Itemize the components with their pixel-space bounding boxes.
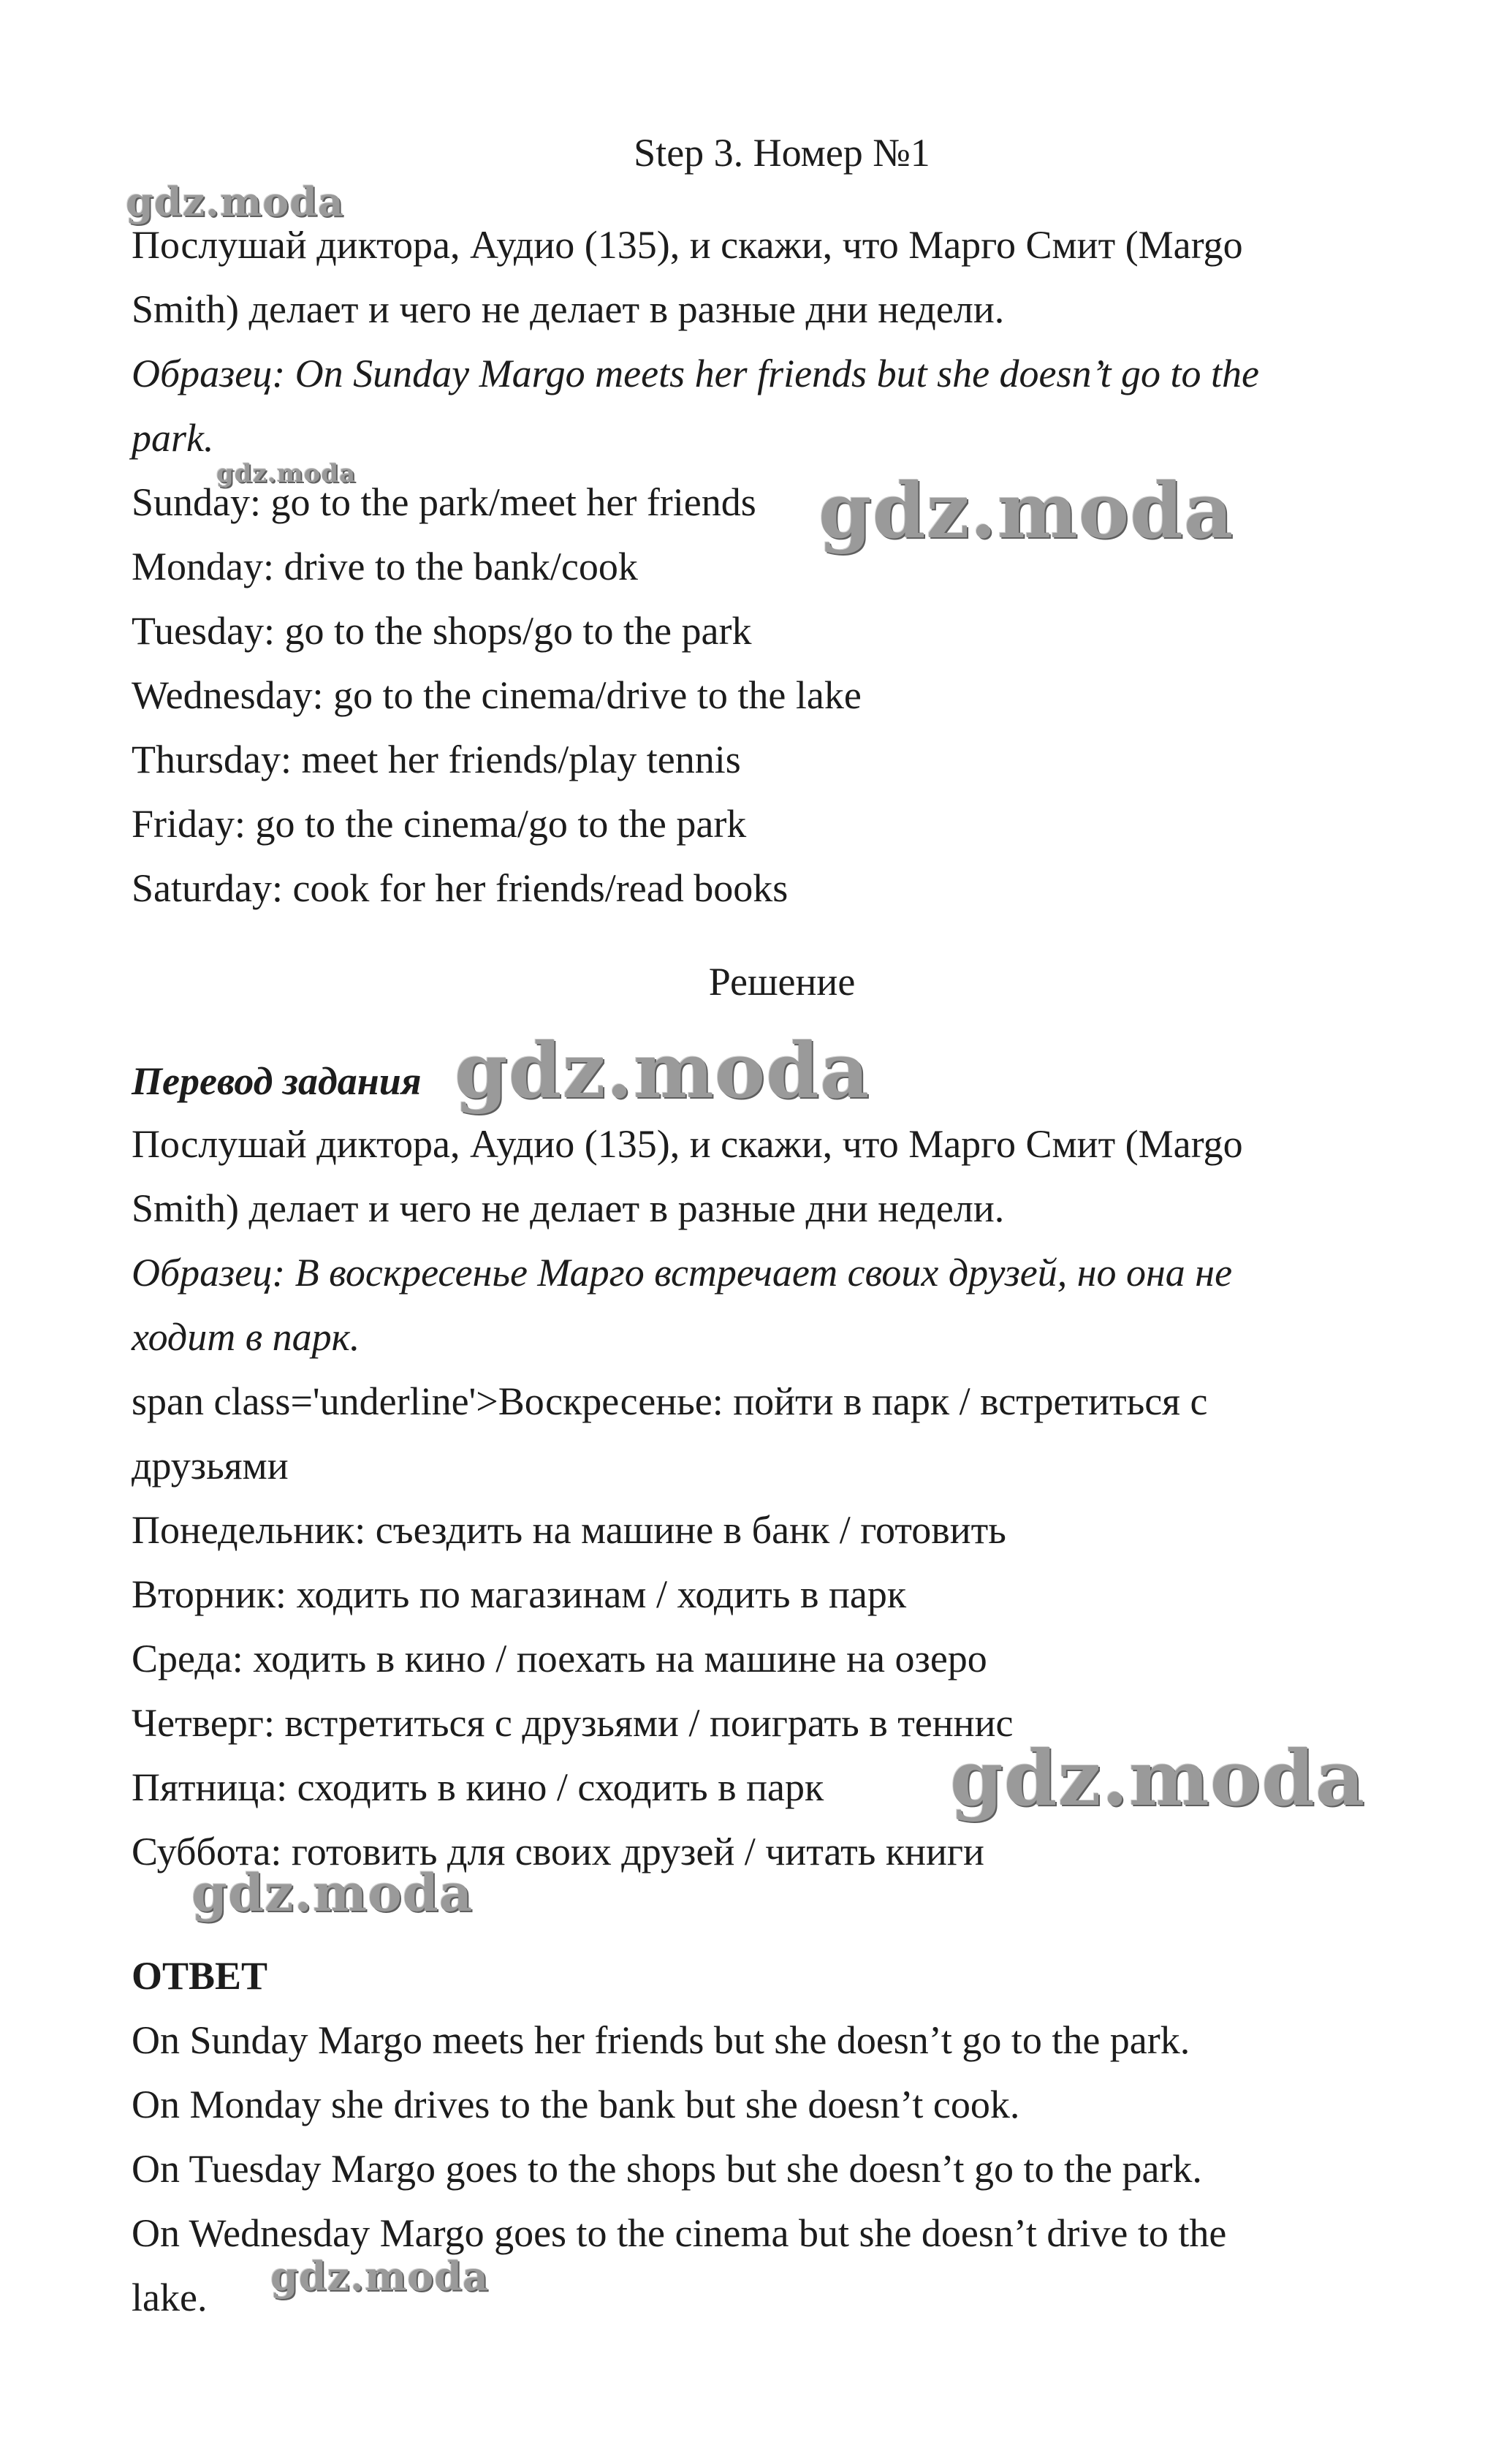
answer-heading: ОТВЕТ (132, 1954, 268, 1998)
answer-line-2: On Monday she drives to the bank but she doesn’t cook. (132, 2083, 1020, 2126)
answer-line-5: lake. (132, 2276, 208, 2319)
task-day-sunday: Sunday: go to the park/meet her friends (132, 480, 756, 524)
watermark: gdz.moda (270, 2253, 489, 2300)
solution-day-thursday: Четверг: встретиться с друзьями / поиграть в теннис (132, 1701, 1014, 1745)
solution-instruction-line-1: Послушай диктора, Аудио (135), и скажи, что Марго Смит (Margo (132, 1122, 1243, 1166)
task-example-line-2: park. (132, 416, 214, 460)
watermark: gdz.moda (191, 1863, 474, 1923)
solution-day-sunday-cont: друзьями (132, 1444, 289, 1488)
task-day-thursday: Thursday: meet her friends/play tennis (132, 738, 741, 781)
solution-instruction-line-2: Smith) делает и чего не делает в разные дни недели. (132, 1186, 1005, 1230)
answer-line-4: On Wednesday Margo goes to the cinema but she doesn’t drive to the (132, 2211, 1227, 2255)
task-day-wednesday: Wednesday: go to the cinema/drive to the lake (132, 673, 862, 717)
task-instruction-line-1: Послушай диктора, Аудио (135), и скажи, что Марго Смит (Margo (132, 223, 1243, 267)
page-title: Step 3. Номер №1 (634, 131, 930, 175)
answer-line-1: On Sunday Margo meets her friends but she doesn’t go to the park. (132, 2018, 1190, 2062)
solution-heading: Решение (708, 960, 856, 1004)
solution-day-tuesday: Вторник: ходить по магазинам / ходить в парк (132, 1572, 907, 1616)
task-day-friday: Friday: go to the cinema/go to the park (132, 802, 747, 846)
translation-heading: Перевод задания (132, 1059, 422, 1103)
watermark: gdz.moda (950, 1733, 1366, 1823)
solution-example-line-2: ходит в парк. (132, 1315, 360, 1359)
task-instruction-line-2: Smith) делает и чего не делает в разные дни недели. (132, 287, 1005, 331)
task-day-monday: Monday: drive to the bank/cook (132, 545, 638, 588)
watermark: gdz.moda (455, 1026, 870, 1115)
solution-example-line-1: Образец: В воскресенье Марго встречает своих друзей, но она не (132, 1251, 1233, 1295)
task-example-line-1: Образец: On Sunday Margo meets her friends but she doesn’t go to the (132, 352, 1260, 395)
solution-day-wednesday: Среда: ходить в кино / поехать на машине на озеро (132, 1637, 987, 1681)
solution-day-monday: Понедельник: съездить на машине в банк / готовить (132, 1508, 1006, 1552)
solution-day-sunday: span class='underline'>Воскресенье: пойти в парк / встретиться с (132, 1379, 1208, 1423)
answer-line-3: On Tuesday Margo goes to the shops but she doesn’t go to the park. (132, 2147, 1202, 2191)
watermark: gdz.moda (818, 466, 1234, 556)
watermark: gdz.moda (126, 178, 344, 225)
solution-day-saturday: Суббота: готовить для своих друзей / читать книги (132, 1830, 984, 1873)
task-day-saturday: Saturday: cook for her friends/read books (132, 866, 789, 910)
solution-day-friday: Пятница: сходить в кино / сходить в парк (132, 1765, 824, 1809)
watermark: gdz.moda (216, 459, 357, 488)
task-day-tuesday: Tuesday: go to the shops/go to the park (132, 609, 752, 653)
